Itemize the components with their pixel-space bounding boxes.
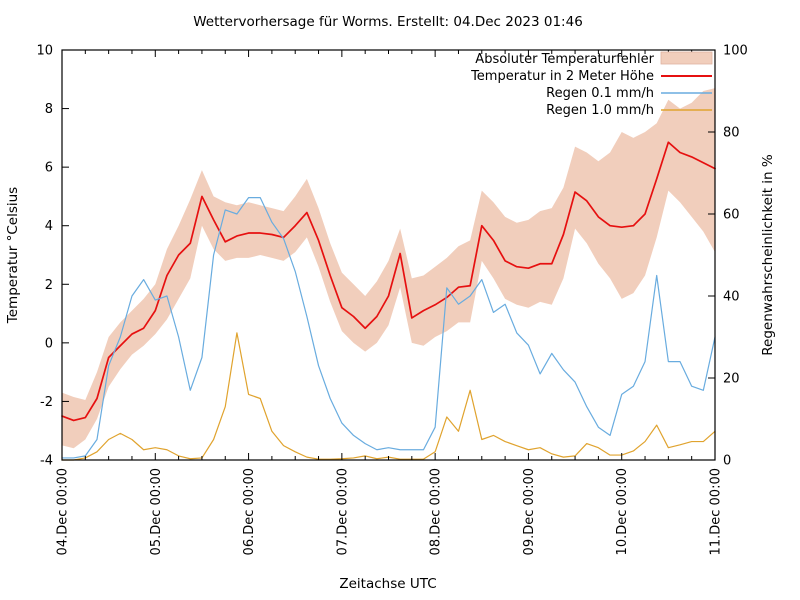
- y-right-tick-label: 20: [723, 371, 740, 387]
- x-tick-label: 11.Dec 00:00: [708, 468, 724, 556]
- y-left-tick-label: 0: [44, 336, 53, 352]
- legend-label-error-band: Absoluter Temperaturfehler: [475, 52, 654, 67]
- y-left-tick-label: 8: [44, 102, 53, 118]
- x-tick-label: 06.Dec 00:00: [242, 468, 258, 556]
- x-tick-label: 04.Dec 00:00: [55, 468, 71, 556]
- legend-label-rain-10: Regen 1.0 mm/h: [546, 103, 654, 118]
- y-left-tick-label: -4: [40, 453, 53, 469]
- y-right-tick-label: 80: [723, 125, 740, 141]
- y-left-tick-label: 10: [36, 43, 53, 59]
- y-left-tick-label: 6: [44, 160, 53, 176]
- error-band: [62, 88, 715, 448]
- y-axis-label-left: Temperatur °Celsius: [5, 186, 21, 324]
- y-right-tick-label: 60: [723, 207, 740, 223]
- x-tick-label: 09.Dec 00:00: [521, 468, 537, 556]
- x-axis-label: Zeitachse UTC: [339, 576, 437, 592]
- x-tick-label: 08.Dec 00:00: [428, 468, 444, 556]
- x-tick-label: 05.Dec 00:00: [148, 468, 164, 556]
- x-tick-label: 07.Dec 00:00: [335, 468, 351, 556]
- y-right-tick-label: 0: [723, 453, 732, 469]
- chart-canvas: [36, 44, 747, 556]
- y-left-tick-label: -2: [40, 394, 53, 410]
- y-right-tick-label: 40: [723, 289, 740, 305]
- legend-label-rain-01: Regen 0.1 mm/h: [546, 86, 654, 101]
- y-left-tick-label: 2: [44, 277, 53, 293]
- chart-title: Wettervorhersage für Worms. Erstellt: 04.Dec 2023 01:46: [193, 14, 583, 30]
- x-tick-label: 10.Dec 00:00: [615, 468, 631, 556]
- legend-swatch-error-band: [661, 52, 712, 64]
- y-axis-label-right: Regenwahrscheinlichkeit in %: [760, 154, 776, 356]
- y-left-tick-label: 4: [44, 219, 53, 235]
- legend-label-temperature: Temperatur in 2 Meter Höhe: [471, 69, 654, 84]
- rain-10-line: [62, 333, 715, 460]
- y-right-tick-label: 100: [723, 43, 748, 59]
